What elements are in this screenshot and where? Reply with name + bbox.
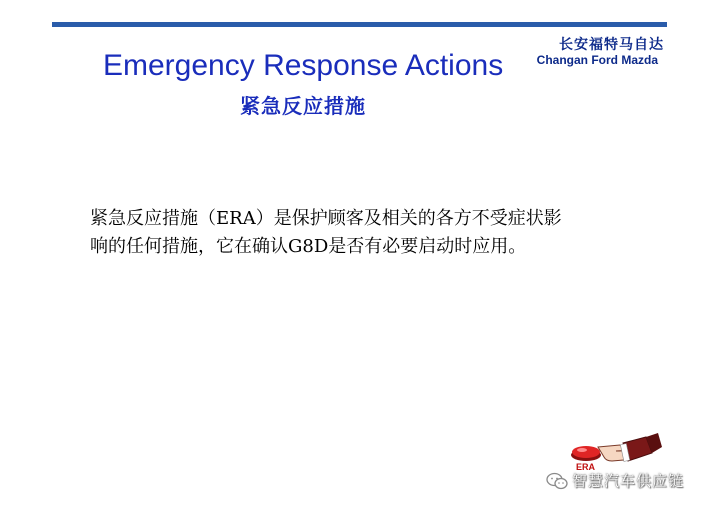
pointing-hand-icon	[598, 433, 662, 461]
watermark-text: 智慧汽车供应链	[572, 472, 685, 490]
header-bar	[52, 22, 667, 27]
brand-name-english: Changan Ford Mazda	[536, 53, 658, 67]
wechat-watermark	[546, 470, 684, 491]
brand-name-chinese: 长安福特马自达	[559, 37, 664, 53]
slide-title-english: Emergency Response Actions	[103, 49, 504, 82]
wechat-icon	[546, 472, 568, 490]
slide-title-chinese: 紧急反应措施	[240, 94, 366, 118]
era-button-hand-graphic	[568, 425, 663, 475]
era-button-label: ERA	[576, 462, 596, 472]
body-line-1: 紧急反应措施（ERA）是保护顾客及相关的各方不受症状影	[90, 208, 562, 229]
slide-body-text	[90, 205, 650, 261]
body-line-2: 响的任何措施，它在确认G8D是否有必要启动时应用。	[90, 236, 527, 257]
